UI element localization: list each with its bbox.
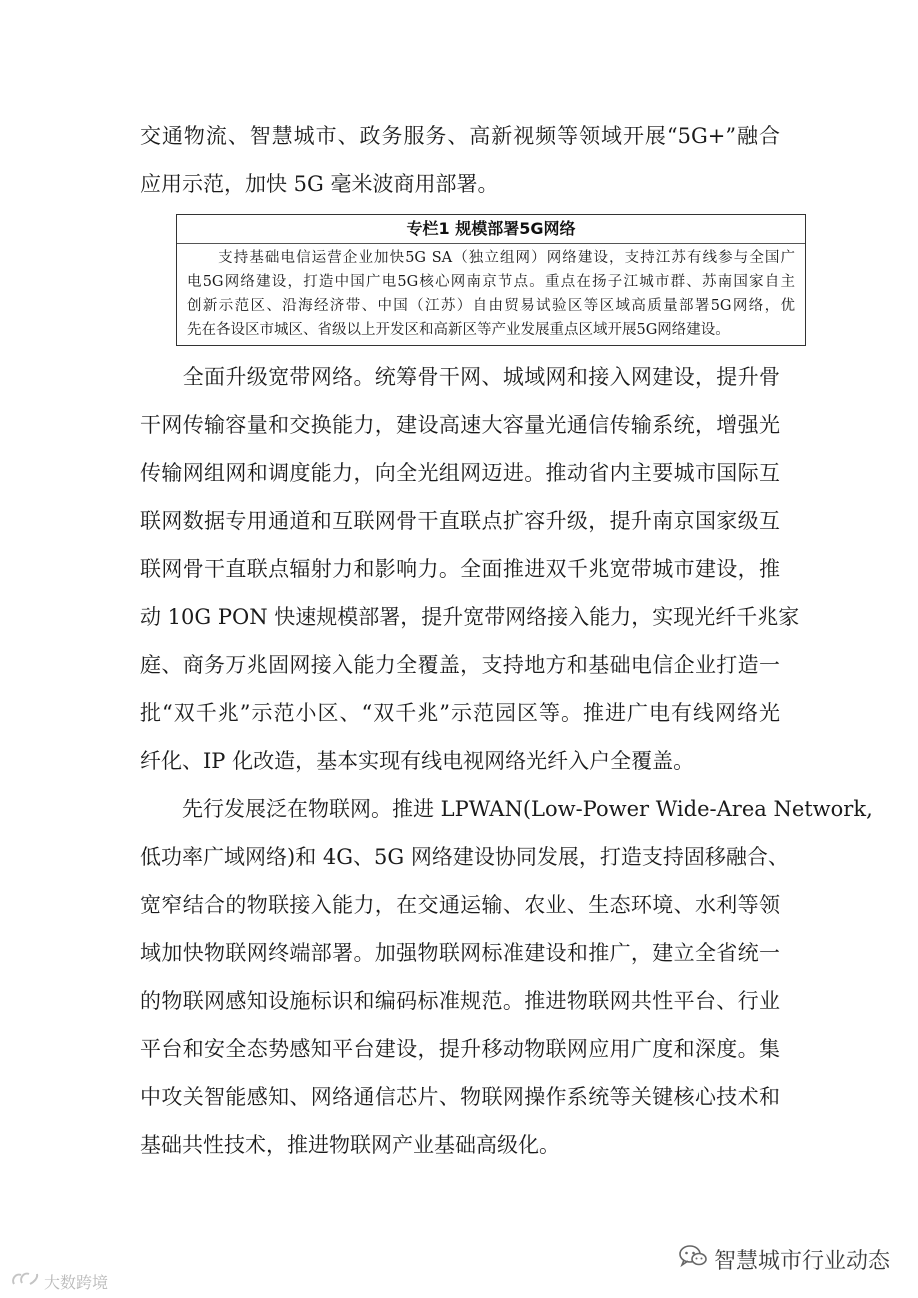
text-line: 平台和安全态势感知平台建设，提升移动物联网应用广度和深度。集 [140, 1037, 780, 1061]
source-name: 大数跨境 [44, 1272, 109, 1292]
sidebar-box-line: 创新示范区、沿海经济带、中国（江苏）自由贸易试验区等区域高质量部署5G网络，优 [187, 298, 795, 314]
text-line: 域加快物联网终端部署。加强物联网标准建设和推广，建立全省统一 [140, 941, 780, 965]
sidebar-box-line: 电5G网络建设，打造中国广电5G核心网南京节点。重点在扬子江城市群、苏南国家自主 [187, 274, 795, 290]
sidebar-box-line: 先在各设区市城区、省级以上开发区和高新区等产业发展重点区域开展5G网络建设。 [187, 322, 730, 338]
text-line: 批“双千兆”示范小区、“双千兆”示范园区等。推进广电有线网络光 [140, 701, 780, 725]
sidebar-box-title: 专栏1 规模部署5G网络 [177, 215, 805, 244]
text-line: 干网传输容量和交换能力，建设高速大容量光通信传输系统，增强光 [140, 413, 780, 437]
text-line: 先行发展泛在物联网。推进 LPWAN(Low-Power Wide-Area Network, [140, 797, 873, 821]
account-name: 智慧城市行业动态 [713, 1248, 890, 1274]
sidebar-box-5g [176, 214, 806, 346]
source-logo-icon [10, 1270, 40, 1292]
text-line: 纤化、IP 化改造，基本实现有线电视网络光纤入户全覆盖。 [140, 749, 695, 773]
text-line: 全面升级宽带网络。统筹骨干网、城域网和接入网建设，提升骨 [140, 365, 780, 389]
text-line: 基础共性技术，推进物联网产业基础高级化。 [140, 1133, 560, 1157]
source-watermark [10, 1270, 108, 1292]
text-line: 联网数据专用通道和互联网骨干直联点扩容升级，提升南京国家级互 [140, 509, 780, 533]
text-line: 交通物流、智慧城市、政务服务、高新视频等领域开展“5G+”融合 [140, 124, 780, 148]
text-line: 的物联网感知设施标识和编码标准规范。推进物联网共性平台、行业 [140, 989, 780, 1013]
text-line: 宽窄结合的物联接入能力，在交通运输、农业、生态环境、水利等领 [140, 893, 780, 917]
text-line: 联网骨干直联点辐射力和影响力。全面推进双千兆宽带城市建设，推 [140, 557, 780, 581]
account-watermark [678, 1244, 890, 1274]
text-line: 庭、商务万兆固网接入能力全覆盖，支持地方和基础电信企业打造一 [140, 653, 780, 677]
wechat-icon [678, 1243, 708, 1275]
text-line: 中攻关智能感知、网络通信芯片、物联网操作系统等关键核心技术和 [140, 1085, 780, 1109]
sidebar-box-line: 支持基础电信运营企业加快5G SA（独立组网）网络建设，支持江苏有线参与全国广 [187, 250, 795, 266]
text-line: 传输网组网和调度能力，向全光组网迈进。推动省内主要城市国际互 [140, 461, 780, 485]
text-line: 应用示范，加快 5G 毫米波商用部署。 [140, 172, 499, 196]
text-line: 低功率广域网络)和 4G、5G 网络建设协同发展，打造支持固移融合、 [140, 845, 789, 869]
text-line: 动 10G PON 快速规模部署，提升宽带网络接入能力，实现光纤千兆家 [140, 605, 800, 629]
